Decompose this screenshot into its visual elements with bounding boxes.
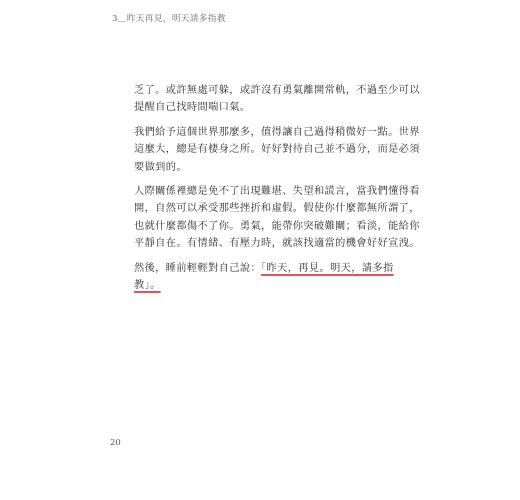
paragraph [134, 124, 420, 176]
text-line [134, 260, 394, 277]
highlighted-quote-end: 教」。 [134, 280, 161, 292]
text-line: 提醒自己找時間喘口氣。 [134, 102, 251, 114]
text-line: 也就什麼都傷不了你。勇氣，能帶你突破難關；看淡，能給你 [134, 220, 420, 232]
text-line: 這麼大，總是有棲身之所。好好對待自己並不過分，而是必須 [134, 144, 420, 156]
closing-paragraph [134, 260, 394, 295]
text-line: 平靜自在。有情緒、有壓力時，就該找適當的機會好好宣洩。 [134, 238, 420, 250]
body-text [134, 82, 420, 301]
closing-lead-text: 然後，睡前輕輕對自己說： [134, 262, 262, 274]
highlighted-quote: 「昨天，再見。明天，請多指 [261, 262, 394, 274]
paragraph [134, 183, 420, 253]
text-line: 人際關係裡總是免不了出現難堪、失望和謊言，當我們懂得看 [134, 186, 420, 198]
paragraph [134, 82, 420, 117]
running-header: 3＿昨天再見，明天請多指教 [112, 14, 226, 24]
text-line: 要做到的。 [134, 161, 187, 173]
page-number: 20 [110, 438, 121, 448]
text-line: 開，自然可以承受那些挫折和虛假。假使你什麼都無所謂了， [134, 203, 420, 215]
text-line: 乏了。或許無處可躲，或許沒有勇氣離開常軌，不過至少可以 [134, 85, 420, 96]
text-line [134, 277, 380, 294]
text-line: 我們給予這個世界那麼多，值得讓自己過得稍微好一點。世界 [134, 126, 420, 138]
